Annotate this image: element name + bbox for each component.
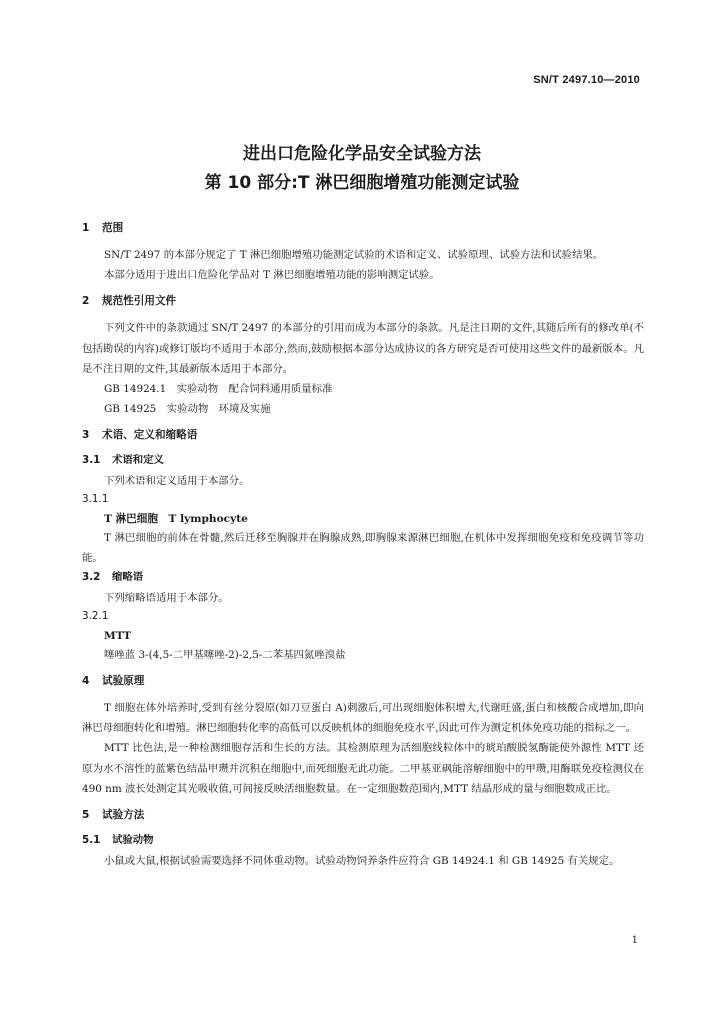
abbreviation-entry: MTT [104, 629, 132, 642]
section-title: 试验方法 [102, 809, 145, 822]
normative-reference: GB 14925 实验动物 环境及实施 [104, 403, 271, 416]
title-line-2: 第 10 部分:T 淋巴细胞增殖功能测定试验 [204, 173, 520, 193]
normative-reference: GB 14924.1 实验动物 配合饲料通用质量标准 [104, 383, 333, 396]
subsection-number: 5.1 [82, 834, 101, 847]
subsection-number: 3.1 [82, 454, 101, 467]
subsection-title: 缩略语 [112, 570, 144, 583]
paragraph: SN/T 2497 的本部分规定了 T 淋巴细胞增殖功能测定试验的术语和定义、试验原理、试验方法和试验结果。 [104, 249, 604, 261]
paragraph: 下列术语和定义适用于本部分。 [104, 475, 250, 488]
subsection-3-1-heading [82, 452, 644, 468]
section-title: 试验原理 [102, 675, 145, 688]
section-1-heading [82, 220, 644, 236]
subsection-number: 3.2 [82, 570, 101, 583]
paragraph: 本部分适用于进出口危险化学品对 T 淋巴细胞增殖功能的影响测定试验。 [104, 269, 440, 282]
term-definition: T 淋巴细胞的前体在骨髓,然后迁移至胸腺并在胸腺成熟,即胸腺来源淋巴细胞,在机体中发挥细胞免疫和免疫调节等功能。 [82, 532, 644, 565]
paragraph: 小鼠或大鼠,根据试验需要选择不同体重动物。试验动物饲养条件应符合 GB 14924.1 和 GB 14925 有关规定。 [104, 855, 620, 868]
clause-3-2-1-number: 3.2.1 [82, 609, 109, 622]
section-3-heading [82, 427, 644, 443]
section-4-heading [82, 673, 644, 689]
clause-3-1-1-number: 3.1.1 [82, 493, 109, 506]
paragraph: T 细胞在体外培养时,受到有丝分裂原(如刀豆蛋白 A)刺激后,可出现细胞体积增大,代谢旺盛,蛋白和核酸合成增加,即向淋巴母细胞转化和增殖。淋巴细胞转化率的高低可以反映机体的细胞免疫水平,因此可作为测定机体免疫功能的指标之一。 [82, 702, 644, 735]
section-5-heading [82, 807, 644, 823]
subsection-5-1-heading [82, 832, 644, 848]
subsection-title: 术语和定义 [112, 454, 164, 467]
page-number: 1 [631, 935, 638, 946]
section-title: 范围 [102, 222, 124, 234]
document-title [0, 140, 724, 198]
section-2-heading [82, 293, 644, 309]
section-number: 5 [82, 809, 90, 822]
section-number: 1 [82, 222, 90, 234]
abbreviation-definition: 噻唑蓝 3-(4,5-二甲基噻唑-2)-2,5-二苯基四氮唑溴盐 [104, 648, 346, 661]
paragraph: MTT 比色法,是一种检测细胞存活和生长的方法。其检测原理为活细胞线粒体中的琥珀酸脱氢酶能使外源性 MTT 还原为水不溶性的蓝紫色结晶甲瓒并沉积在细胞中,而死细胞无此功能。二甲基亚砜能溶解细胞中的甲瓒,用酶联免疫检测仪在 490 nm 波长处测定其光吸收值,可间接反映活细胞数量。在一定细胞数范围内,MTT 结晶形成的量与细胞数成正比。 [82, 742, 644, 795]
section-title: 术语、定义和缩略语 [102, 429, 198, 442]
subsection-3-2-heading [82, 569, 644, 585]
title-line-1: 进出口危险化学品安全试验方法 [243, 144, 481, 164]
section-number: 4 [82, 675, 90, 688]
paragraph: 下列文件中的条款通过 SN/T 2497 的本部分的引用而成为本部分的条款。凡是注日期的文件,其随后所有的修改单(不包括勘误的内容)或修订版均不适用于本部分,然而,鼓励根据本部分达成协议的各方研究是否可使用这些文件的最新版本。凡是不注日期的文件,其最新版本适用于本部分。 [82, 322, 644, 375]
document-body [82, 220, 644, 871]
paragraph: 下列缩略语适用于本部分。 [104, 591, 229, 604]
term-entry: T 淋巴细胞 T lymphocyte [104, 513, 248, 526]
section-title: 规范性引用文件 [102, 295, 177, 308]
section-number: 2 [82, 295, 90, 308]
standard-code: SN/T 2497.10—2010 [533, 74, 640, 86]
subsection-title: 试验动物 [112, 834, 154, 847]
section-number: 3 [82, 429, 90, 442]
